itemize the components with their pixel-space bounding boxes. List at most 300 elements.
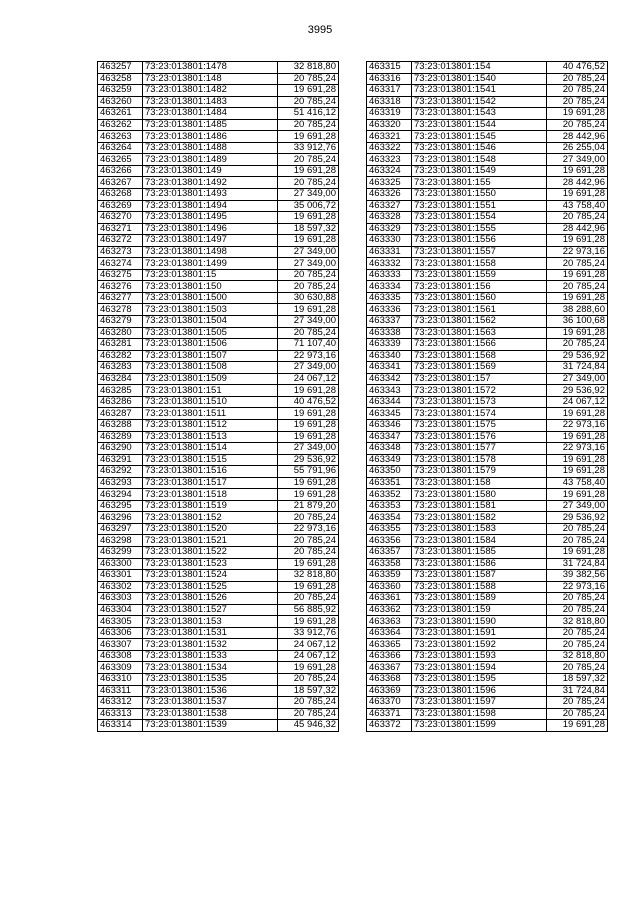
row-number-cell: 463275: [98, 269, 143, 281]
cadastral-number-cell: 73:23:013801:1489: [143, 154, 278, 166]
value-cell: 20 785,24: [278, 327, 339, 339]
row-number-cell: 463353: [367, 500, 412, 512]
row-number-cell: 463276: [98, 281, 143, 293]
value-cell: 27 349,00: [278, 362, 339, 374]
value-cell: 20 785,24: [547, 258, 608, 270]
table-row: [98, 246, 339, 258]
value-cell: 32 818,80: [547, 616, 608, 628]
row-number-cell: 463316: [367, 73, 412, 85]
table-row: [367, 639, 608, 651]
row-number-cell: 463370: [367, 697, 412, 709]
row-number-cell: 463313: [98, 708, 143, 720]
value-cell: 56 885,92: [278, 604, 339, 616]
value-cell: 20 785,24: [547, 281, 608, 293]
table-body: [98, 62, 339, 732]
cadastral-number-cell: 73:23:013801:1545: [412, 131, 547, 143]
value-cell: 19 691,28: [278, 616, 339, 628]
table-row: [98, 697, 339, 709]
row-number-cell: 463301: [98, 570, 143, 582]
cadastral-number-cell: 73:23:013801:1510: [143, 396, 278, 408]
value-cell: 19 691,28: [278, 431, 339, 443]
cadastral-number-cell: 73:23:013801:1541: [412, 85, 547, 97]
value-cell: 20 785,24: [547, 697, 608, 709]
cadastral-number-cell: 73:23:013801:1575: [412, 419, 547, 431]
row-number-cell: 463330: [367, 235, 412, 247]
cadastral-number-cell: 73:23:013801:1533: [143, 650, 278, 662]
cadastral-number-cell: 73:23:013801:1577: [412, 443, 547, 455]
row-number-cell: 463288: [98, 419, 143, 431]
value-cell: 32 818,80: [278, 62, 339, 74]
value-cell: 24 067,12: [278, 650, 339, 662]
cadastral-number-cell: 73:23:013801:15: [143, 269, 278, 281]
value-cell: 19 691,28: [547, 489, 608, 501]
value-cell: 38 288,60: [547, 304, 608, 316]
value-cell: 19 691,28: [547, 466, 608, 478]
value-cell: 20 785,24: [547, 119, 608, 131]
value-cell: 19 691,28: [547, 189, 608, 201]
cadastral-number-cell: 73:23:013801:1566: [412, 339, 547, 351]
cadastral-number-cell: 73:23:013801:1599: [412, 720, 547, 732]
row-number-cell: 463324: [367, 165, 412, 177]
row-number-cell: 463308: [98, 650, 143, 662]
table-row: [367, 558, 608, 570]
cadastral-number-cell: 73:23:013801:1554: [412, 212, 547, 224]
table-row: [367, 500, 608, 512]
row-number-cell: 463319: [367, 108, 412, 120]
cadastral-number-cell: 73:23:013801:1559: [412, 269, 547, 281]
value-cell: 20 785,24: [278, 177, 339, 189]
table-row: [367, 327, 608, 339]
table-row: [367, 523, 608, 535]
row-number-cell: 463318: [367, 96, 412, 108]
row-number-cell: 463268: [98, 189, 143, 201]
cadastral-number-cell: 73:23:013801:155: [412, 177, 547, 189]
row-number-cell: 463300: [98, 558, 143, 570]
cadastral-number-cell: 73:23:013801:1556: [412, 235, 547, 247]
value-cell: 19 691,28: [547, 235, 608, 247]
row-number-cell: 463270: [98, 212, 143, 224]
value-cell: 40 476,52: [278, 396, 339, 408]
cadastral-number-cell: 73:23:013801:1514: [143, 443, 278, 455]
row-number-cell: 463321: [367, 131, 412, 143]
table-row: [367, 85, 608, 97]
value-cell: 39 382,56: [547, 570, 608, 582]
row-number-cell: 463366: [367, 650, 412, 662]
cadastral-number-cell: 73:23:013801:153: [143, 616, 278, 628]
table-row: [367, 604, 608, 616]
table-row: [367, 581, 608, 593]
row-number-cell: 463261: [98, 108, 143, 120]
row-number-cell: 463311: [98, 685, 143, 697]
row-number-cell: 463310: [98, 673, 143, 685]
cadastral-number-cell: 73:23:013801:1596: [412, 685, 547, 697]
row-number-cell: 463272: [98, 235, 143, 247]
row-number-cell: 463354: [367, 512, 412, 524]
table-row: [367, 396, 608, 408]
row-number-cell: 463296: [98, 512, 143, 524]
row-number-cell: 463335: [367, 292, 412, 304]
cadastral-number-cell: 73:23:013801:1504: [143, 316, 278, 328]
cadastral-number-cell: 73:23:013801:1494: [143, 200, 278, 212]
value-cell: 19 691,28: [547, 269, 608, 281]
value-cell: 19 691,28: [547, 546, 608, 558]
row-number-cell: 463322: [367, 142, 412, 154]
value-cell: 19 691,28: [278, 131, 339, 143]
row-number-cell: 463266: [98, 165, 143, 177]
cadastral-number-cell: 73:23:013801:1534: [143, 662, 278, 674]
row-number-cell: 463342: [367, 373, 412, 385]
row-number-cell: 463286: [98, 396, 143, 408]
cadastral-number-cell: 73:23:013801:148: [143, 73, 278, 85]
value-cell: 19 691,28: [278, 477, 339, 489]
cadastral-number-cell: 73:23:013801:1580: [412, 489, 547, 501]
cadastral-number-cell: 73:23:013801:151: [143, 385, 278, 397]
table-row: [367, 408, 608, 420]
table-row: [367, 223, 608, 235]
table-row: [367, 350, 608, 362]
cadastral-number-cell: 73:23:013801:1482: [143, 85, 278, 97]
value-cell: 32 818,80: [547, 650, 608, 662]
table-row: [98, 165, 339, 177]
row-number-cell: 463326: [367, 189, 412, 201]
value-cell: 35 006,72: [278, 200, 339, 212]
cadastral-number-cell: 73:23:013801:1492: [143, 177, 278, 189]
cadastral-number-cell: 73:23:013801:1555: [412, 223, 547, 235]
row-number-cell: 463360: [367, 581, 412, 593]
table-row: [367, 200, 608, 212]
cadastral-number-cell: 73:23:013801:1535: [143, 673, 278, 685]
data-table-left: [97, 61, 339, 732]
data-table-right: [366, 61, 608, 732]
table-row: [367, 419, 608, 431]
table-row: [98, 431, 339, 443]
row-number-cell: 463357: [367, 546, 412, 558]
row-number-cell: 463334: [367, 281, 412, 293]
value-cell: 71 107,40: [278, 339, 339, 351]
cadastral-number-cell: 73:23:013801:1546: [412, 142, 547, 154]
row-number-cell: 463285: [98, 385, 143, 397]
table-row: [98, 720, 339, 732]
cadastral-number-cell: 73:23:013801:1512: [143, 419, 278, 431]
value-cell: 28 442,96: [547, 223, 608, 235]
table-row: [98, 119, 339, 131]
row-number-cell: 463258: [98, 73, 143, 85]
value-cell: 55 791,96: [278, 466, 339, 478]
cadastral-number-cell: 73:23:013801:1598: [412, 708, 547, 720]
row-number-cell: 463295: [98, 500, 143, 512]
row-number-cell: 463329: [367, 223, 412, 235]
cadastral-number-cell: 73:23:013801:1560: [412, 292, 547, 304]
value-cell: 20 785,24: [278, 512, 339, 524]
value-cell: 28 442,96: [547, 131, 608, 143]
row-number-cell: 463327: [367, 200, 412, 212]
row-number-cell: 463303: [98, 593, 143, 605]
row-number-cell: 463350: [367, 466, 412, 478]
row-number-cell: 463349: [367, 454, 412, 466]
table-row: [367, 258, 608, 270]
value-cell: 20 785,24: [278, 593, 339, 605]
value-cell: 40 476,52: [547, 62, 608, 74]
table-row: [367, 119, 608, 131]
row-number-cell: 463340: [367, 350, 412, 362]
table-row: [98, 535, 339, 547]
table-row: [367, 662, 608, 674]
value-cell: 19 691,28: [278, 419, 339, 431]
value-cell: 26 255,04: [547, 142, 608, 154]
cadastral-number-cell: 73:23:013801:1516: [143, 466, 278, 478]
cadastral-number-cell: 73:23:013801:158: [412, 477, 547, 489]
row-number-cell: 463307: [98, 639, 143, 651]
table-row: [367, 73, 608, 85]
table-row: [98, 489, 339, 501]
cadastral-number-cell: 73:23:013801:1569: [412, 362, 547, 374]
table-row: [98, 570, 339, 582]
table-row: [98, 62, 339, 74]
cadastral-number-cell: 73:23:013801:1594: [412, 662, 547, 674]
value-cell: 27 349,00: [278, 258, 339, 270]
table-row: [98, 662, 339, 674]
row-number-cell: 463362: [367, 604, 412, 616]
table-row: [98, 685, 339, 697]
cadastral-number-cell: 73:23:013801:1592: [412, 639, 547, 651]
value-cell: 19 691,28: [547, 720, 608, 732]
value-cell: 27 349,00: [278, 189, 339, 201]
row-number-cell: 463264: [98, 142, 143, 154]
cadastral-number-cell: 73:23:013801:154: [412, 62, 547, 74]
row-number-cell: 463314: [98, 720, 143, 732]
cadastral-number-cell: 73:23:013801:1587: [412, 570, 547, 582]
row-number-cell: 463359: [367, 570, 412, 582]
cadastral-number-cell: 73:23:013801:1521: [143, 535, 278, 547]
table-row: [367, 720, 608, 732]
cadastral-number-cell: 73:23:013801:1586: [412, 558, 547, 570]
table-row: [367, 269, 608, 281]
table-row: [98, 419, 339, 431]
cadastral-number-cell: 73:23:013801:1483: [143, 96, 278, 108]
row-number-cell: 463278: [98, 304, 143, 316]
cadastral-number-cell: 73:23:013801:159: [412, 604, 547, 616]
cadastral-number-cell: 73:23:013801:1595: [412, 673, 547, 685]
table-row: [98, 477, 339, 489]
cadastral-number-cell: 73:23:013801:1593: [412, 650, 547, 662]
cadastral-number-cell: 73:23:013801:1527: [143, 604, 278, 616]
cadastral-number-cell: 73:23:013801:1574: [412, 408, 547, 420]
cadastral-number-cell: 73:23:013801:1497: [143, 235, 278, 247]
value-cell: 22 973,16: [278, 523, 339, 535]
table-row: [98, 108, 339, 120]
table-row: [98, 639, 339, 651]
cadastral-number-cell: 73:23:013801:1573: [412, 396, 547, 408]
value-cell: 20 785,24: [278, 535, 339, 547]
cadastral-number-cell: 73:23:013801:1509: [143, 373, 278, 385]
value-cell: 29 536,92: [547, 350, 608, 362]
value-cell: 20 785,24: [547, 639, 608, 651]
cadastral-number-cell: 73:23:013801:1579: [412, 466, 547, 478]
cadastral-number-cell: 73:23:013801:1499: [143, 258, 278, 270]
row-number-cell: 463317: [367, 85, 412, 97]
row-number-cell: 463352: [367, 489, 412, 501]
row-number-cell: 463273: [98, 246, 143, 258]
table-row: [98, 177, 339, 189]
table-row: [98, 281, 339, 293]
table-row: [98, 223, 339, 235]
row-number-cell: 463367: [367, 662, 412, 674]
cadastral-number-cell: 73:23:013801:1508: [143, 362, 278, 374]
row-number-cell: 463280: [98, 327, 143, 339]
row-number-cell: 463290: [98, 443, 143, 455]
cadastral-number-cell: 73:23:013801:1548: [412, 154, 547, 166]
table-row: [367, 177, 608, 189]
row-number-cell: 463289: [98, 431, 143, 443]
table-row: [367, 570, 608, 582]
row-number-cell: 463263: [98, 131, 143, 143]
table-row: [367, 477, 608, 489]
cadastral-number-cell: 73:23:013801:1486: [143, 131, 278, 143]
value-cell: 22 973,16: [547, 443, 608, 455]
row-number-cell: 463365: [367, 639, 412, 651]
table-row: [98, 212, 339, 224]
value-cell: 19 691,28: [278, 235, 339, 247]
cadastral-number-cell: 73:23:013801:1540: [412, 73, 547, 85]
row-number-cell: 463363: [367, 616, 412, 628]
table-row: [367, 212, 608, 224]
table-row: [367, 708, 608, 720]
table-row: [367, 339, 608, 351]
row-number-cell: 463297: [98, 523, 143, 535]
value-cell: 19 691,28: [547, 292, 608, 304]
value-cell: 24 067,12: [278, 373, 339, 385]
table-row: [367, 142, 608, 154]
table-row: [367, 466, 608, 478]
value-cell: 31 724,84: [547, 558, 608, 570]
table-row: [98, 350, 339, 362]
row-number-cell: 463299: [98, 546, 143, 558]
cadastral-number-cell: 73:23:013801:1536: [143, 685, 278, 697]
row-number-cell: 463315: [367, 62, 412, 74]
cadastral-number-cell: 73:23:013801:149: [143, 165, 278, 177]
cadastral-number-cell: 73:23:013801:1549: [412, 165, 547, 177]
row-number-cell: 463347: [367, 431, 412, 443]
value-cell: 19 691,28: [547, 408, 608, 420]
value-cell: 24 067,12: [278, 639, 339, 651]
cadastral-number-cell: 73:23:013801:1503: [143, 304, 278, 316]
cadastral-number-cell: 73:23:013801:1513: [143, 431, 278, 443]
value-cell: 20 785,24: [547, 627, 608, 639]
value-cell: 27 349,00: [547, 500, 608, 512]
value-cell: 19 691,28: [278, 385, 339, 397]
row-number-cell: 463355: [367, 523, 412, 535]
value-cell: 22 973,16: [547, 419, 608, 431]
value-cell: 29 536,92: [547, 385, 608, 397]
value-cell: 24 067,12: [547, 396, 608, 408]
table-row: [367, 697, 608, 709]
cadastral-number-cell: 73:23:013801:1493: [143, 189, 278, 201]
value-cell: 27 349,00: [278, 443, 339, 455]
value-cell: 19 691,28: [278, 408, 339, 420]
table-row: [367, 108, 608, 120]
table-row: [98, 373, 339, 385]
cadastral-number-cell: 73:23:013801:1496: [143, 223, 278, 235]
value-cell: 20 785,24: [547, 535, 608, 547]
cadastral-number-cell: 73:23:013801:1544: [412, 119, 547, 131]
row-number-cell: 463302: [98, 581, 143, 593]
cadastral-number-cell: 73:23:013801:1538: [143, 708, 278, 720]
value-cell: 45 946,32: [278, 720, 339, 732]
value-cell: 32 818,80: [278, 570, 339, 582]
table-row: [98, 454, 339, 466]
cadastral-number-cell: 73:23:013801:1584: [412, 535, 547, 547]
row-number-cell: 463346: [367, 419, 412, 431]
row-number-cell: 463298: [98, 535, 143, 547]
row-number-cell: 463333: [367, 269, 412, 281]
cadastral-number-cell: 73:23:013801:1498: [143, 246, 278, 258]
cadastral-number-cell: 73:23:013801:1542: [412, 96, 547, 108]
cadastral-number-cell: 73:23:013801:1543: [412, 108, 547, 120]
cadastral-number-cell: 73:23:013801:152: [143, 512, 278, 524]
cadastral-number-cell: 73:23:013801:1589: [412, 593, 547, 605]
cadastral-number-cell: 73:23:013801:1531: [143, 627, 278, 639]
table-row: [98, 650, 339, 662]
table-row: [98, 85, 339, 97]
row-number-cell: 463291: [98, 454, 143, 466]
cadastral-number-cell: 73:23:013801:150: [143, 281, 278, 293]
value-cell: 19 691,28: [278, 489, 339, 501]
value-cell: 20 785,24: [278, 673, 339, 685]
cadastral-number-cell: 73:23:013801:1525: [143, 581, 278, 593]
value-cell: 43 758,40: [547, 477, 608, 489]
table-row: [98, 292, 339, 304]
value-cell: 22 973,16: [547, 581, 608, 593]
value-cell: 19 691,28: [278, 85, 339, 97]
cadastral-number-cell: 73:23:013801:1597: [412, 697, 547, 709]
value-cell: 27 349,00: [278, 316, 339, 328]
table-row: [98, 235, 339, 247]
cadastral-number-cell: 73:23:013801:1505: [143, 327, 278, 339]
row-number-cell: 463336: [367, 304, 412, 316]
table-row: [98, 200, 339, 212]
table-row: [98, 258, 339, 270]
cadastral-number-cell: 73:23:013801:1485: [143, 119, 278, 131]
table-row: [367, 431, 608, 443]
cadastral-number-cell: 73:23:013801:157: [412, 373, 547, 385]
row-number-cell: 463260: [98, 96, 143, 108]
table-row: [367, 292, 608, 304]
cadastral-number-cell: 73:23:013801:1495: [143, 212, 278, 224]
value-cell: 19 691,28: [278, 558, 339, 570]
cadastral-number-cell: 73:23:013801:1500: [143, 292, 278, 304]
value-cell: 51 416,12: [278, 108, 339, 120]
value-cell: 20 785,24: [547, 604, 608, 616]
row-number-cell: 463369: [367, 685, 412, 697]
value-cell: 21 879,20: [278, 500, 339, 512]
table-row: [98, 593, 339, 605]
table-row: [367, 62, 608, 74]
table-row: [98, 512, 339, 524]
cadastral-number-cell: 73:23:013801:1517: [143, 477, 278, 489]
table-body: [367, 62, 608, 732]
table-row: [367, 316, 608, 328]
row-number-cell: 463331: [367, 246, 412, 258]
value-cell: 20 785,24: [278, 73, 339, 85]
value-cell: 31 724,84: [547, 685, 608, 697]
value-cell: 18 597,32: [278, 685, 339, 697]
table-row: [98, 154, 339, 166]
table-row: [98, 581, 339, 593]
value-cell: 20 785,24: [547, 96, 608, 108]
cadastral-number-cell: 73:23:013801:1518: [143, 489, 278, 501]
table-row: [367, 131, 608, 143]
table-row: [367, 304, 608, 316]
